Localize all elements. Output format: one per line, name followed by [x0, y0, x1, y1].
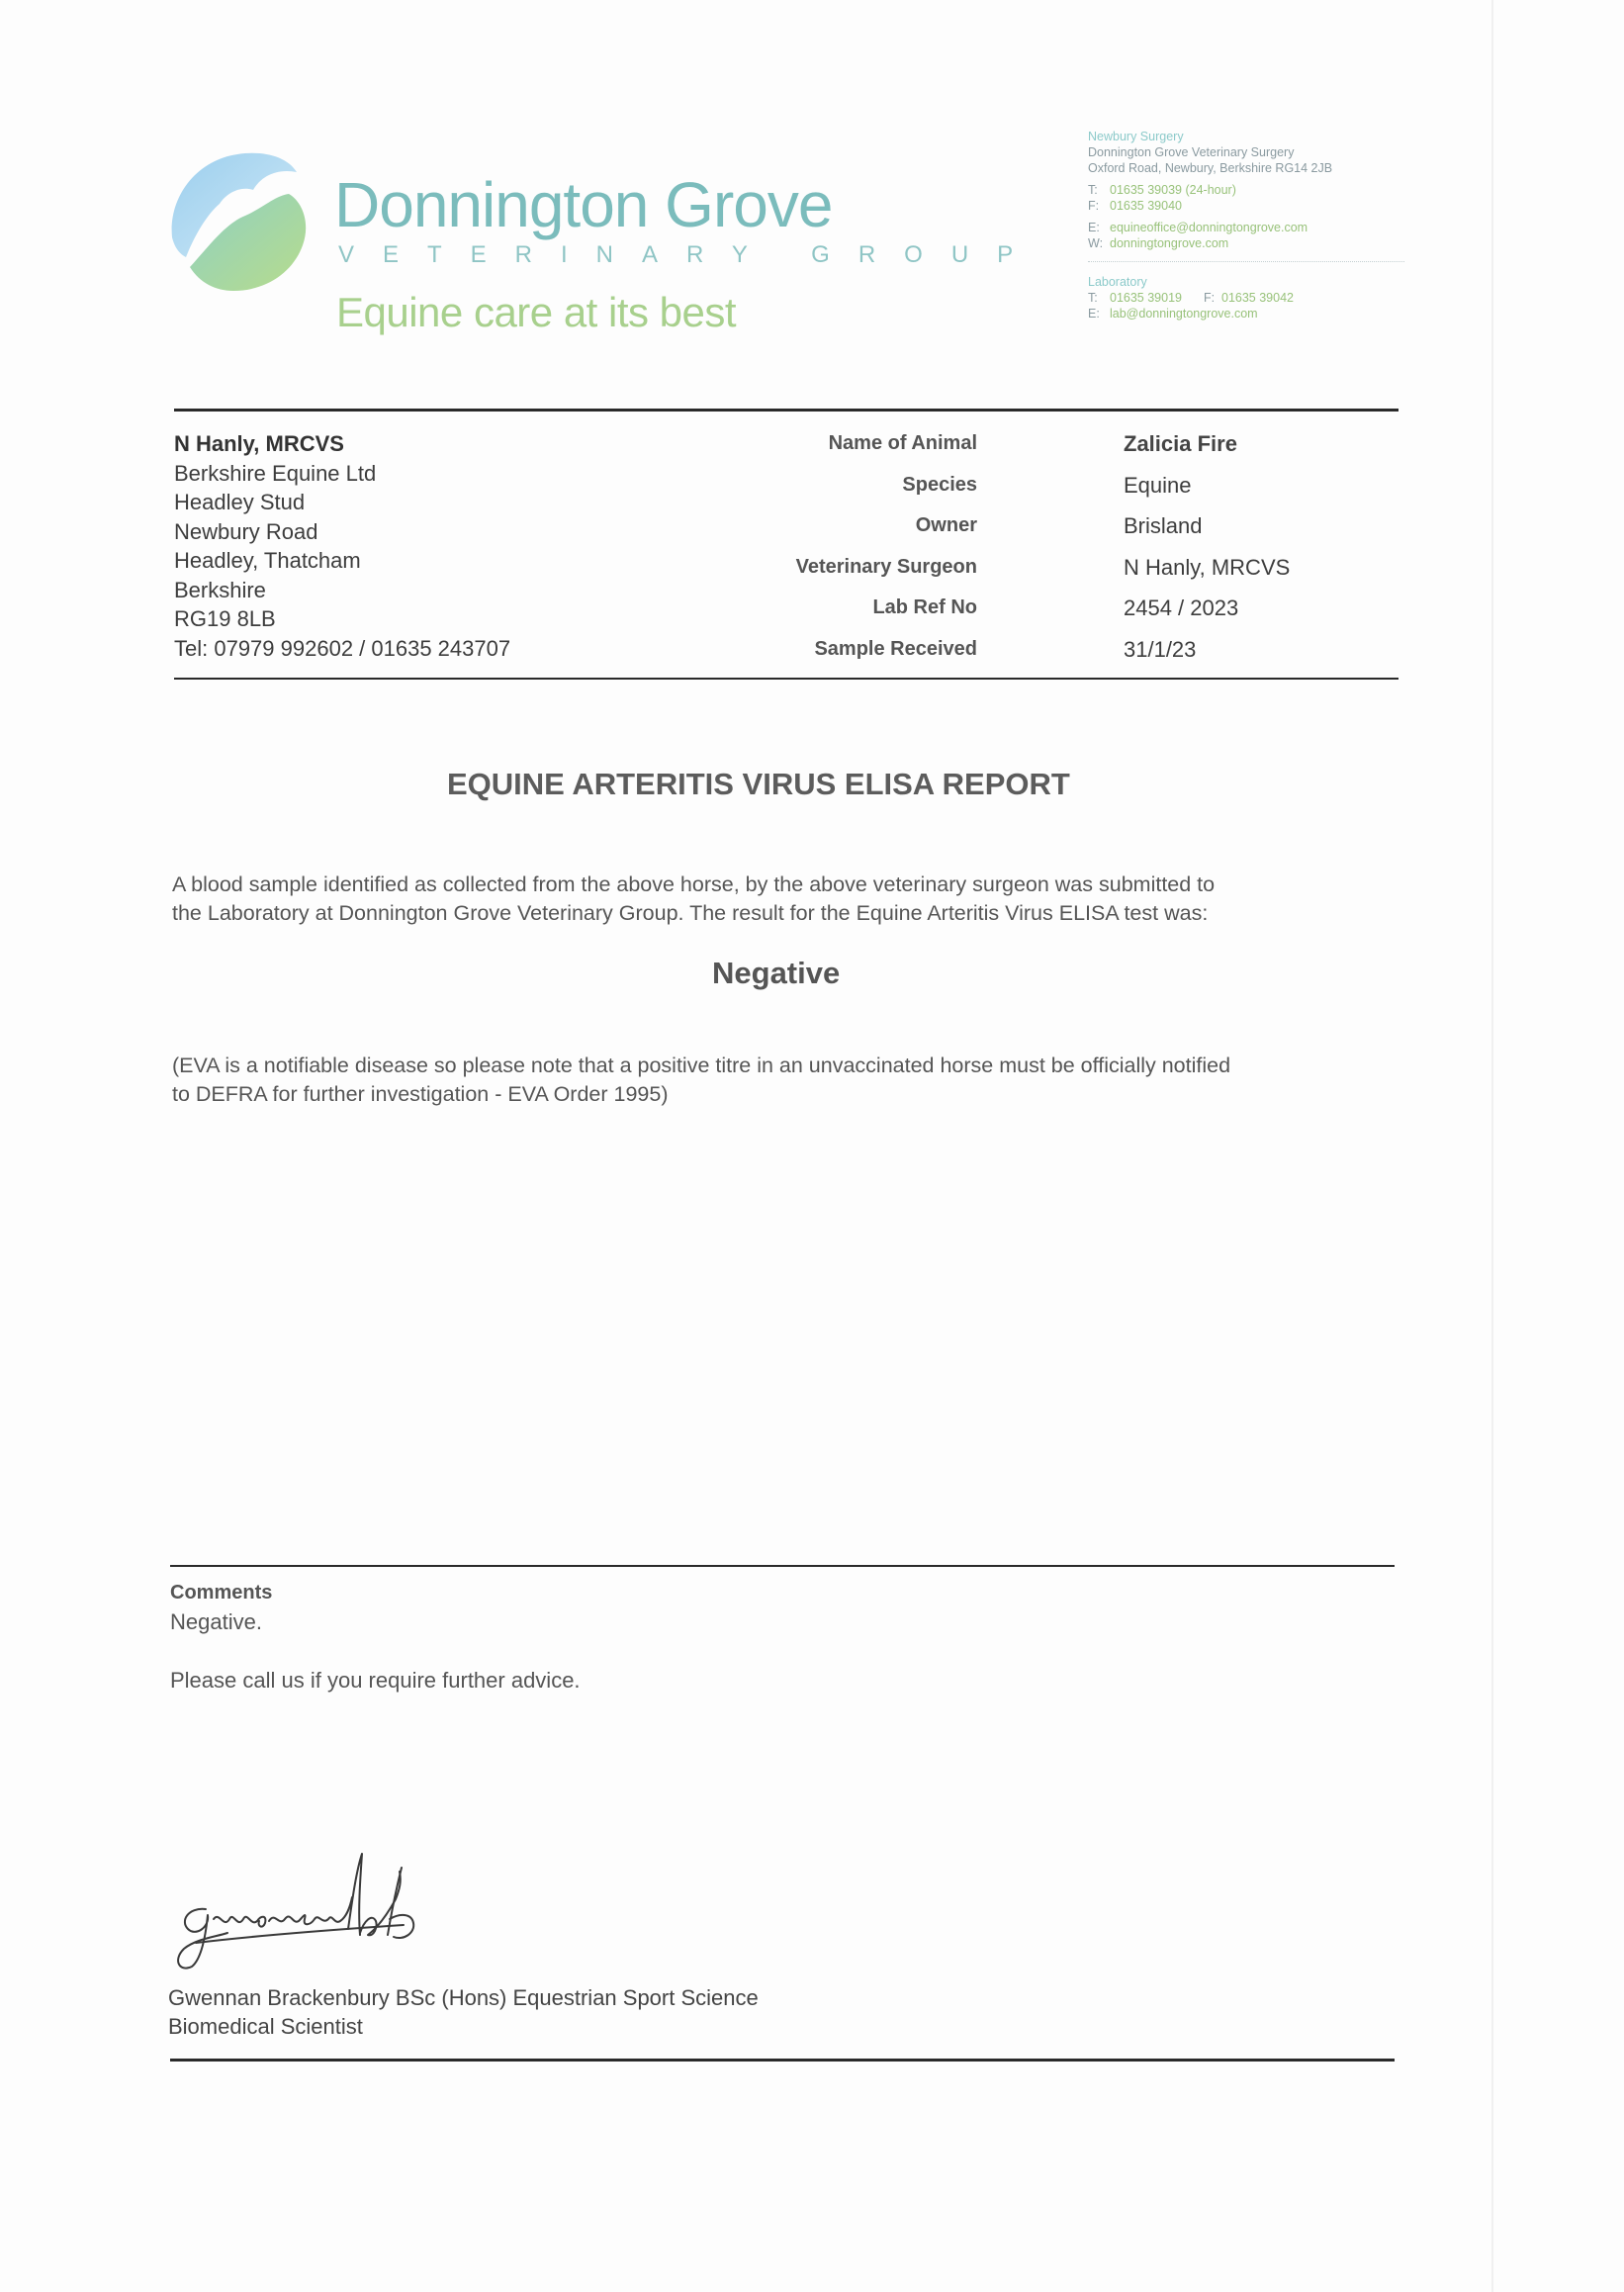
- note-line: (EVA is a notifiable disease so please note that a positive titre in an unvaccinated horse must be officially notified: [172, 1054, 1231, 1077]
- detail-value: Zalicia Fire: [1124, 431, 1237, 456]
- lab-phone-fax: T: 01635 39019 F: 01635 39042: [1088, 291, 1294, 305]
- animal-details: [795, 429, 1345, 676]
- lab-title: Laboratory: [1088, 275, 1147, 289]
- footer-rule: [170, 2059, 1395, 2062]
- detail-row-sample-received: [814, 635, 1345, 677]
- surgery-email[interactable]: E: equineoffice@donningtongrove.com: [1088, 221, 1308, 234]
- address-line: Newbury Road: [174, 518, 318, 544]
- detail-row-vet-surgeon: [795, 553, 1345, 595]
- surgery-fax: F: 01635 39040: [1088, 199, 1182, 213]
- brand-name: Donnington Grove: [334, 169, 833, 240]
- recipient-address: [174, 429, 510, 663]
- address-line: RG19 8LB: [174, 606, 276, 631]
- handwritten-signature: [166, 1842, 423, 1990]
- scan-edge: [1491, 0, 1493, 2292]
- lab-email[interactable]: E: lab@donningtongrove.com: [1088, 307, 1258, 321]
- signatory-name: Gwennan Brackenbury BSc (Hons) Equestrian Sport Science: [168, 1985, 759, 2010]
- comments-heading: Comments: [170, 1582, 273, 1604]
- report-intro: [172, 871, 1398, 927]
- comments-value: Negative.: [170, 1609, 262, 1634]
- notifiable-note: [172, 1052, 1398, 1108]
- report-intro-line: the Laboratory at Donnington Grove Veterinary Group. The result for the Equine Arteritis Virus ELISA test was:: [172, 900, 1209, 925]
- brand-subtitle: VETERINARY GROUP: [338, 241, 1042, 268]
- detail-label: Owner: [915, 514, 977, 536]
- comments-rule: [170, 1565, 1395, 1567]
- recipient-name: N Hanly, MRCVS: [174, 431, 344, 456]
- logo-mark-icon: [166, 146, 315, 295]
- surgery-website[interactable]: W: donningtongrove.com: [1088, 236, 1229, 250]
- surgery-line1: Donnington Grove Veterinary Surgery: [1088, 145, 1295, 159]
- address-line: Headley, Thatcham: [174, 548, 361, 573]
- brand-tagline: Equine care at its best: [336, 289, 737, 335]
- report-intro-line: A blood sample identified as collected from the above horse, by the above veterinary surgeon was submitted to: [172, 872, 1216, 896]
- test-result: Negative: [712, 956, 841, 990]
- report-title: EQUINE ARTERITIS VIRUS ELISA REPORT: [447, 767, 1070, 801]
- contact-block: [1088, 129, 1404, 321]
- contact-divider: [1088, 261, 1404, 262]
- signatory: [168, 1983, 759, 2041]
- recipient-phone: Tel: 07979 992602 / 01635 243707: [174, 635, 511, 661]
- detail-value: 31/1/23: [1124, 636, 1197, 662]
- detail-row-owner: [851, 511, 1345, 553]
- detail-label: Lab Ref No: [872, 596, 977, 618]
- address-line: Berkshire Equine Ltd: [174, 460, 377, 486]
- address-line: Berkshire: [174, 577, 266, 602]
- note-line: to DEFRA for further investigation - EVA Order 1995): [172, 1081, 669, 1106]
- header-rule: [174, 409, 1398, 412]
- signatory-role: Biomedical Scientist: [168, 2014, 363, 2039]
- details-rule: [174, 678, 1398, 680]
- surgery-line2: Oxford Road, Newbury, Berkshire RG14 2JB: [1088, 161, 1333, 175]
- surgery-phone: T: 01635 39039 (24-hour): [1088, 183, 1236, 197]
- detail-row-animal-name: [828, 429, 1345, 471]
- detail-label: Species: [902, 473, 977, 496]
- detail-label: Name of Animal: [828, 432, 977, 454]
- detail-value: 2454 / 2023: [1124, 596, 1239, 620]
- detail-row-species: [851, 471, 1345, 512]
- advice-text: Please call us if you require further advice.: [170, 1668, 581, 1693]
- detail-label: Sample Received: [814, 637, 977, 660]
- surgery-title: Newbury Surgery: [1088, 130, 1184, 143]
- detail-value: N Hanly, MRCVS: [1124, 554, 1291, 580]
- detail-label: Veterinary Surgeon: [795, 555, 977, 578]
- detail-value: Brisland: [1124, 513, 1203, 538]
- detail-row-lab-ref: [851, 594, 1345, 635]
- detail-value: Equine: [1124, 472, 1192, 498]
- address-line: Headley Stud: [174, 490, 306, 514]
